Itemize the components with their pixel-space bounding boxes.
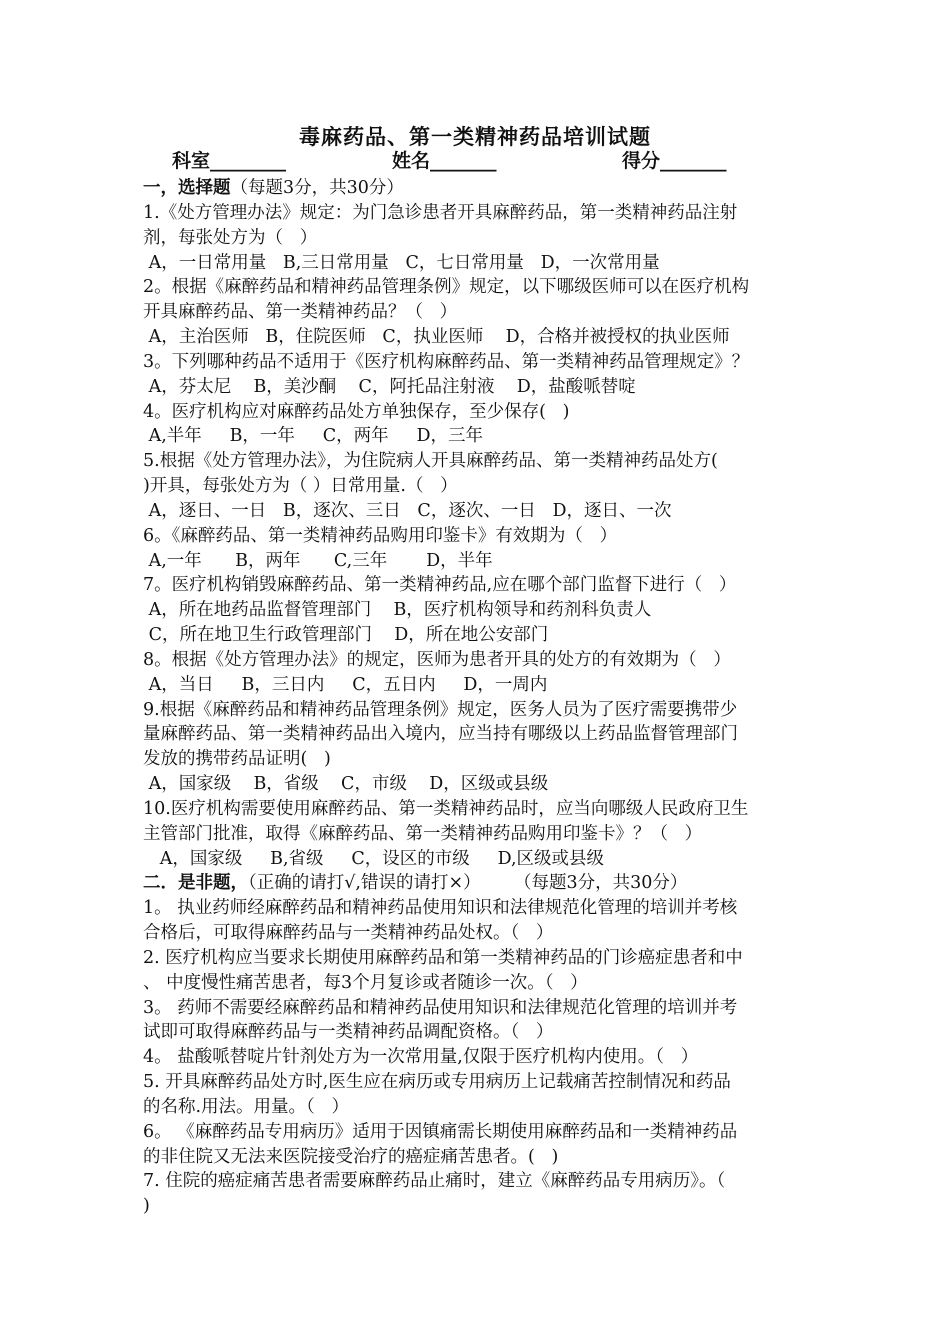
text-line: 7. 住院的癌症痛苦患者需要麻醉药品止痛时，建立《麻醉药品专用病历》。（ xyxy=(143,1171,726,1191)
section2-header xyxy=(143,871,687,896)
text-line: 的名称.用法。用量。（ ） xyxy=(143,1097,350,1117)
text-line: 2。根据《麻醉药品和精神药品管理条例》规定，以下哪级医师可以在医疗机构 xyxy=(143,277,750,297)
text-line: 6。 《麻醉药品专用病历》适用于因镇痛需长期使用麻醉药品和一类精神药品 xyxy=(143,1122,738,1142)
text-line: A，一日常用量 B,三日常用量 C，七日常用量 D，一次常用量 xyxy=(143,253,660,273)
text-line: ) xyxy=(143,1196,150,1216)
name-field: 姓名_______ xyxy=(392,150,497,172)
text-line: 的非住院又无法来医院接受治疗的癌症痛苦患者。( ) xyxy=(143,1147,559,1167)
text-line: 开具麻醉药品、第一类精神药品？（ ） xyxy=(143,302,458,322)
text-line: )开具，每张处方为（ ）日常用量.（ ） xyxy=(143,476,458,496)
text-line: 6。《麻醉药品、第一类精神药品购用印鉴卡》有效期为（ ） xyxy=(143,526,618,546)
text-line: 量麻醉药品、第一类精神药品出入境内，应当持有哪级以上药品监督管理部门 xyxy=(143,724,738,744)
text-line: A，主治医师 B，住院医师 C，执业医师 D，合格并被授权的执业医师 xyxy=(143,327,730,347)
text-line: 4。 盐酸哌替啶片针剂处方为一次常用量,仅限于医疗机构内使用。（ ） xyxy=(143,1047,699,1067)
text-line: A，所在地药品监督管理部门 B，医疗机构领导和药剂科负责人 xyxy=(143,600,652,620)
section1-note: （每题3分，共30分） xyxy=(230,178,404,198)
section1-header xyxy=(143,176,404,201)
text-line: 2. 医疗机构应当要求长期使用麻醉药品和第一类精神药品的门诊癌症患者和中 xyxy=(143,948,743,968)
department-field: 科室________ xyxy=(172,150,287,172)
text-line: 5.根据《处方管理办法》，为住院病人开具麻醉药品、第一类精神药品处方( xyxy=(143,451,718,471)
text-line: A，芬太尼 B，美沙酮 C，阿托品注射液 D，盐酸哌替啶 xyxy=(143,377,636,397)
text-line: 、 中度慢性痛苦患者，每3个月复诊或者随诊一次。（ ） xyxy=(143,973,588,993)
text-line: A，国家级 B，省级 C，市级 D，区级或县级 xyxy=(143,774,549,794)
text-line: 试即可取得麻醉药品与一类精神药品调配资格。（ ） xyxy=(143,1022,554,1042)
text-line: 合格后，可取得麻醉药品与一类精神药品处权。（ ） xyxy=(143,923,554,943)
text-line: A，国家级 B,省级 C，设区的市级 D,区级或县级 xyxy=(143,849,605,869)
text-line: C，所在地卫生行政管理部门 D，所在地公安部门 xyxy=(143,625,549,645)
text-line: 9.根据《麻醉药品和精神药品管理条例》规定，医务人员为了医疗需要携带少 xyxy=(143,700,738,720)
section1-heading: 一，选择题 xyxy=(143,178,231,198)
document-title: 毒麻药品、第一类精神药品培训试题 xyxy=(299,124,651,149)
text-line: 1。 执业药师经麻醉药品和精神药品使用知识和法律规范化管理的培训并考核 xyxy=(143,898,738,918)
text-line: 10.医疗机构需要使用麻醉药品、第一类精神药品时，应当向哪级人民政府卫生 xyxy=(143,799,749,819)
section2-note: （正确的请打√,错误的请打×） （每题3分，共30分） xyxy=(248,873,688,893)
text-line: A，当日 B，三日内 C，五日内 D，一周内 xyxy=(143,675,548,695)
text-line: A,一年 B，两年 C,三年 D，半年 xyxy=(143,551,493,571)
section2-heading: 二．是非题， xyxy=(143,873,248,893)
text-line: 7。医疗机构销毁麻醉药品、第一类精神药品,应在哪个部门监督下进行（ ） xyxy=(143,575,737,595)
text-line: 4。医疗机构应对麻醉药品处方单独保存，至少保存( ) xyxy=(143,402,570,422)
text-line: 3。 药师不需要经麻醉药品和精神药品使用知识和法律规范化管理的培训并考 xyxy=(143,998,738,1018)
text-line: 1.《处方管理办法》规定：为门急诊患者开具麻醉药品，第一类精神药品注射 xyxy=(143,203,738,223)
text-line: 剂，每张处方为（ ） xyxy=(143,228,318,248)
text-line: 发放的携带药品证明( ) xyxy=(143,749,331,769)
text-line: 8。根据《处方管理办法》的规定，医师为患者开具的处方的有效期为（ ） xyxy=(143,650,731,670)
text-line: 3。下列哪种药品不适用于《医疗机构麻醉药品、第一类精神药品管理规定》？ xyxy=(143,352,750,372)
text-line: A,半年 B，一年 C，两年 D，三年 xyxy=(143,426,483,446)
text-line: 主管部门批准，取得《麻醉药品、第一类精神药品购用印鉴卡》？（ ） xyxy=(143,824,703,844)
text-line: 5. 开具麻醉药品处方时,医生应在病历或专用病历上记载痛苦控制情况和药品 xyxy=(143,1072,731,1092)
score-field: 得分_______ xyxy=(622,150,727,172)
text-line: A，逐日、一日 B，逐次、三日 C，逐次、一日 D，逐日、一次 xyxy=(143,501,672,521)
